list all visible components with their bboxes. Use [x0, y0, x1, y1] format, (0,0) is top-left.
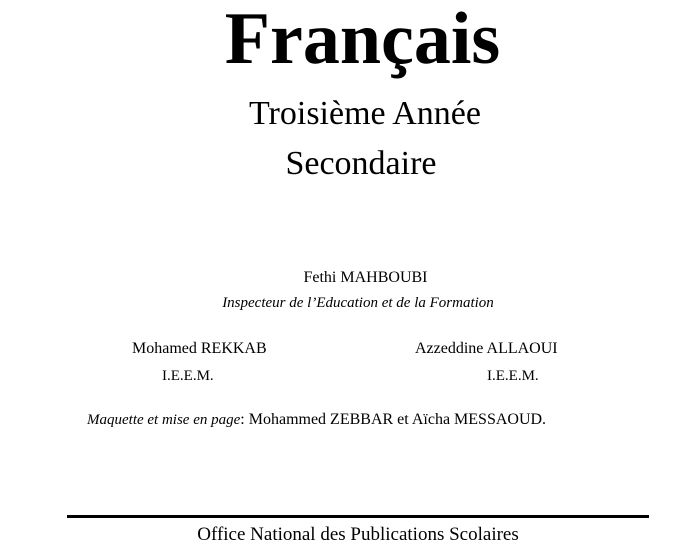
co-author-role-left: I.E.E.M.	[162, 368, 214, 384]
footer-divider	[67, 515, 649, 518]
book-subtitle-cycle: Secondaire	[285, 145, 437, 182]
layout-credits	[87, 412, 546, 428]
layout-credits-separator: :	[240, 411, 245, 428]
co-author-role-right: I.E.E.M.	[487, 368, 539, 384]
book-subtitle-level: Troisième Année	[248, 95, 481, 132]
lead-author-role: Inspecteur de l’Education et de la Formation	[222, 295, 494, 311]
layout-credits-label: Maquette et mise en page	[87, 412, 241, 428]
co-author-name-left: Mohamed REKKAB	[132, 340, 267, 357]
co-author-name-right: Azzeddine ALLAOUI	[415, 340, 558, 357]
publisher-name: Office National des Publications Scolaires	[197, 524, 519, 545]
lead-author-name: Fethi MAHBOUBI	[303, 269, 428, 286]
book-title: Français	[224, 0, 501, 80]
layout-credits-names: Mohammed ZEBBAR et Aïcha MESSAOUD.	[244, 411, 547, 428]
